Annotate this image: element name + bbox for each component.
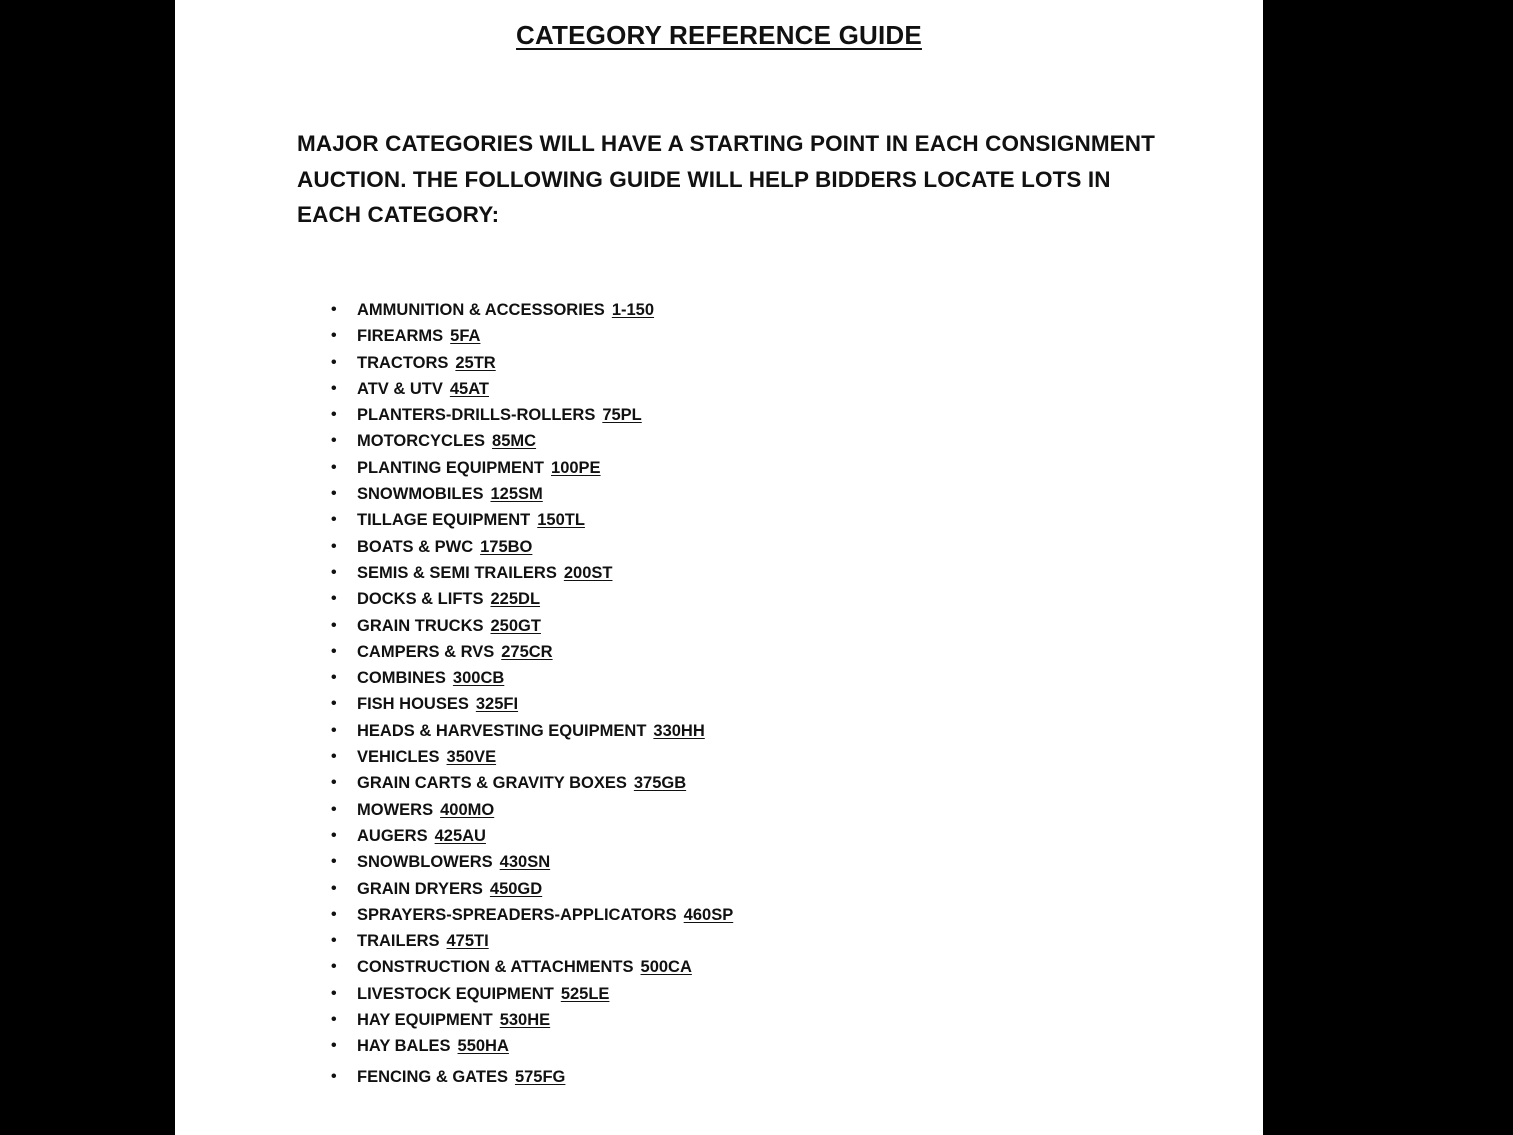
bullet-icon: • — [331, 327, 337, 345]
category-code: 325FI — [475, 695, 519, 714]
bullet-icon: • — [331, 774, 337, 792]
category-list — [331, 297, 734, 1090]
category-code: 330HH — [653, 721, 705, 740]
category-item — [331, 402, 733, 428]
category-code: 45AT — [449, 379, 489, 398]
category-item — [331, 376, 733, 402]
category-item — [331, 455, 733, 481]
bullet-icon: • — [331, 826, 337, 844]
category-item — [331, 718, 733, 744]
bullet-icon: • — [331, 1067, 337, 1085]
category-item — [331, 928, 733, 954]
category-code: 530HE — [499, 1011, 551, 1030]
category-name: MOWERS — [357, 800, 434, 819]
bullet-icon: • — [331, 1037, 337, 1055]
bullet-icon: • — [331, 563, 337, 581]
category-item — [331, 1033, 733, 1059]
category-code: 75PL — [602, 406, 642, 425]
category-name: ATV & UTV — [357, 379, 443, 398]
bullet-icon: • — [331, 432, 337, 450]
category-name: FENCING & GATES — [357, 1067, 508, 1086]
bullet-icon: • — [331, 616, 337, 634]
category-code: 175BO — [480, 537, 533, 556]
category-item — [331, 954, 733, 980]
category-item — [331, 981, 733, 1007]
category-code: 350VE — [446, 748, 497, 767]
category-item — [331, 507, 733, 533]
category-item — [331, 849, 733, 875]
bullet-icon: • — [331, 932, 337, 950]
bullet-icon: • — [331, 721, 337, 739]
category-name: LIVESTOCK EQUIPMENT — [357, 984, 554, 1003]
category-code: 575FG — [514, 1067, 566, 1086]
page-title: CATEGORY REFERENCE GUIDE — [516, 20, 922, 50]
category-name: AMMUNITION & ACCESSORIES — [357, 301, 605, 319]
category-name: AUGERS — [357, 826, 428, 845]
bullet-icon: • — [331, 642, 337, 660]
category-item — [331, 534, 733, 560]
category-item — [331, 823, 733, 849]
bullet-icon: • — [331, 301, 337, 318]
category-code: 400MO — [440, 800, 495, 819]
category-code: 200ST — [563, 563, 613, 582]
bullet-icon: • — [331, 458, 337, 476]
category-name: HAY BALES — [357, 1037, 451, 1056]
category-name: CAMPERS & RVS — [357, 642, 495, 661]
category-item — [331, 428, 733, 454]
category-item — [331, 902, 734, 928]
category-code: 300CB — [452, 669, 505, 688]
bullet-icon: • — [331, 958, 337, 976]
category-code: 85MC — [492, 432, 537, 451]
category-item — [331, 770, 733, 796]
bullet-icon: • — [331, 590, 337, 608]
category-code: 475TI — [446, 932, 489, 951]
bullet-icon: • — [331, 879, 337, 897]
bullet-icon: • — [331, 905, 337, 923]
category-item — [331, 350, 733, 376]
bullet-icon: • — [331, 669, 337, 687]
bullet-icon: • — [331, 984, 337, 1002]
category-code: 5FA — [450, 327, 481, 346]
category-name: SNOWBLOWERS — [357, 853, 493, 872]
category-name: HAY EQUIPMENT — [357, 1011, 493, 1030]
category-code: 500CA — [640, 958, 692, 977]
category-code: 375GB — [633, 774, 687, 793]
category-name: SNOWMOBILES — [357, 485, 484, 504]
category-code: 550HA — [457, 1037, 509, 1056]
category-item — [331, 297, 733, 323]
category-item — [331, 323, 733, 349]
category-name: MOTORCYCLES — [357, 432, 486, 451]
category-name: PLANTERS-DRILLS-ROLLERS — [357, 406, 596, 425]
category-code: 100PE — [551, 458, 601, 477]
intro-paragraph: MAJOR CATEGORIES WILL HAVE A STARTING POINT IN EACH CONSIGNMENT AUCTION. THE FOLLOWING GUIDE WILL HELP BIDDERS LOCATE LOTS IN EACH CATEGORY: — [297, 131, 1155, 227]
category-code: 425AU — [434, 826, 486, 845]
category-name: FIREARMS — [357, 327, 444, 346]
category-item — [331, 876, 733, 902]
category-name: FISH HOUSES — [357, 695, 469, 714]
bullet-icon: • — [331, 537, 337, 555]
bullet-icon: • — [331, 379, 337, 397]
bullet-icon: • — [331, 485, 337, 503]
bullet-icon: • — [331, 695, 337, 713]
category-item — [331, 639, 733, 665]
category-name: TRAILERS — [357, 932, 440, 951]
category-code: 1-150 — [611, 301, 655, 319]
category-name: PLANTING EQUIPMENT — [357, 458, 545, 477]
category-name: CONSTRUCTION & ATTACHMENTS — [357, 958, 634, 977]
category-item — [331, 1064, 733, 1090]
category-item — [331, 586, 733, 612]
category-code: 275CR — [501, 642, 553, 661]
bullet-icon: • — [331, 406, 337, 424]
category-name: HEADS & HARVESTING EQUIPMENT — [357, 721, 647, 740]
bullet-icon: • — [331, 511, 337, 529]
category-code: 250GT — [490, 616, 541, 635]
category-code: 150TL — [537, 511, 585, 530]
category-code: 460SP — [683, 905, 734, 924]
category-item — [331, 744, 733, 770]
bullet-icon: • — [331, 353, 337, 371]
category-item — [331, 1007, 733, 1033]
category-name: VEHICLES — [357, 748, 440, 767]
category-item — [331, 481, 733, 507]
category-name: GRAIN CARTS & GRAVITY BOXES — [357, 774, 627, 793]
document-page — [175, 0, 1263, 1135]
category-code: 525LE — [560, 984, 610, 1003]
category-name: TILLAGE EQUIPMENT — [357, 511, 531, 530]
category-name: SPRAYERS-SPREADERS-APPLICATORS — [357, 905, 677, 924]
category-code: 125SM — [490, 485, 543, 504]
category-name: BOATS & PWC — [357, 537, 474, 556]
bullet-icon: • — [331, 800, 337, 818]
bullet-icon: • — [331, 853, 337, 871]
bullet-icon: • — [331, 748, 337, 766]
category-code: 225DL — [490, 590, 541, 609]
category-name: GRAIN TRUCKS — [357, 616, 484, 635]
category-item — [331, 691, 733, 717]
category-name: GRAIN DRYERS — [357, 879, 483, 898]
category-item — [331, 665, 733, 691]
category-name: SEMIS & SEMI TRAILERS — [357, 563, 557, 582]
category-name: DOCKS & LIFTS — [357, 590, 484, 609]
bullet-icon: • — [331, 1011, 337, 1029]
category-item — [331, 613, 733, 639]
category-item — [331, 797, 733, 823]
category-name: COMBINES — [357, 669, 446, 688]
category-code: 450GD — [489, 879, 543, 898]
category-code: 430SN — [499, 853, 551, 872]
category-item — [331, 560, 733, 586]
category-code: 25TR — [455, 353, 496, 372]
category-name: TRACTORS — [357, 353, 449, 372]
